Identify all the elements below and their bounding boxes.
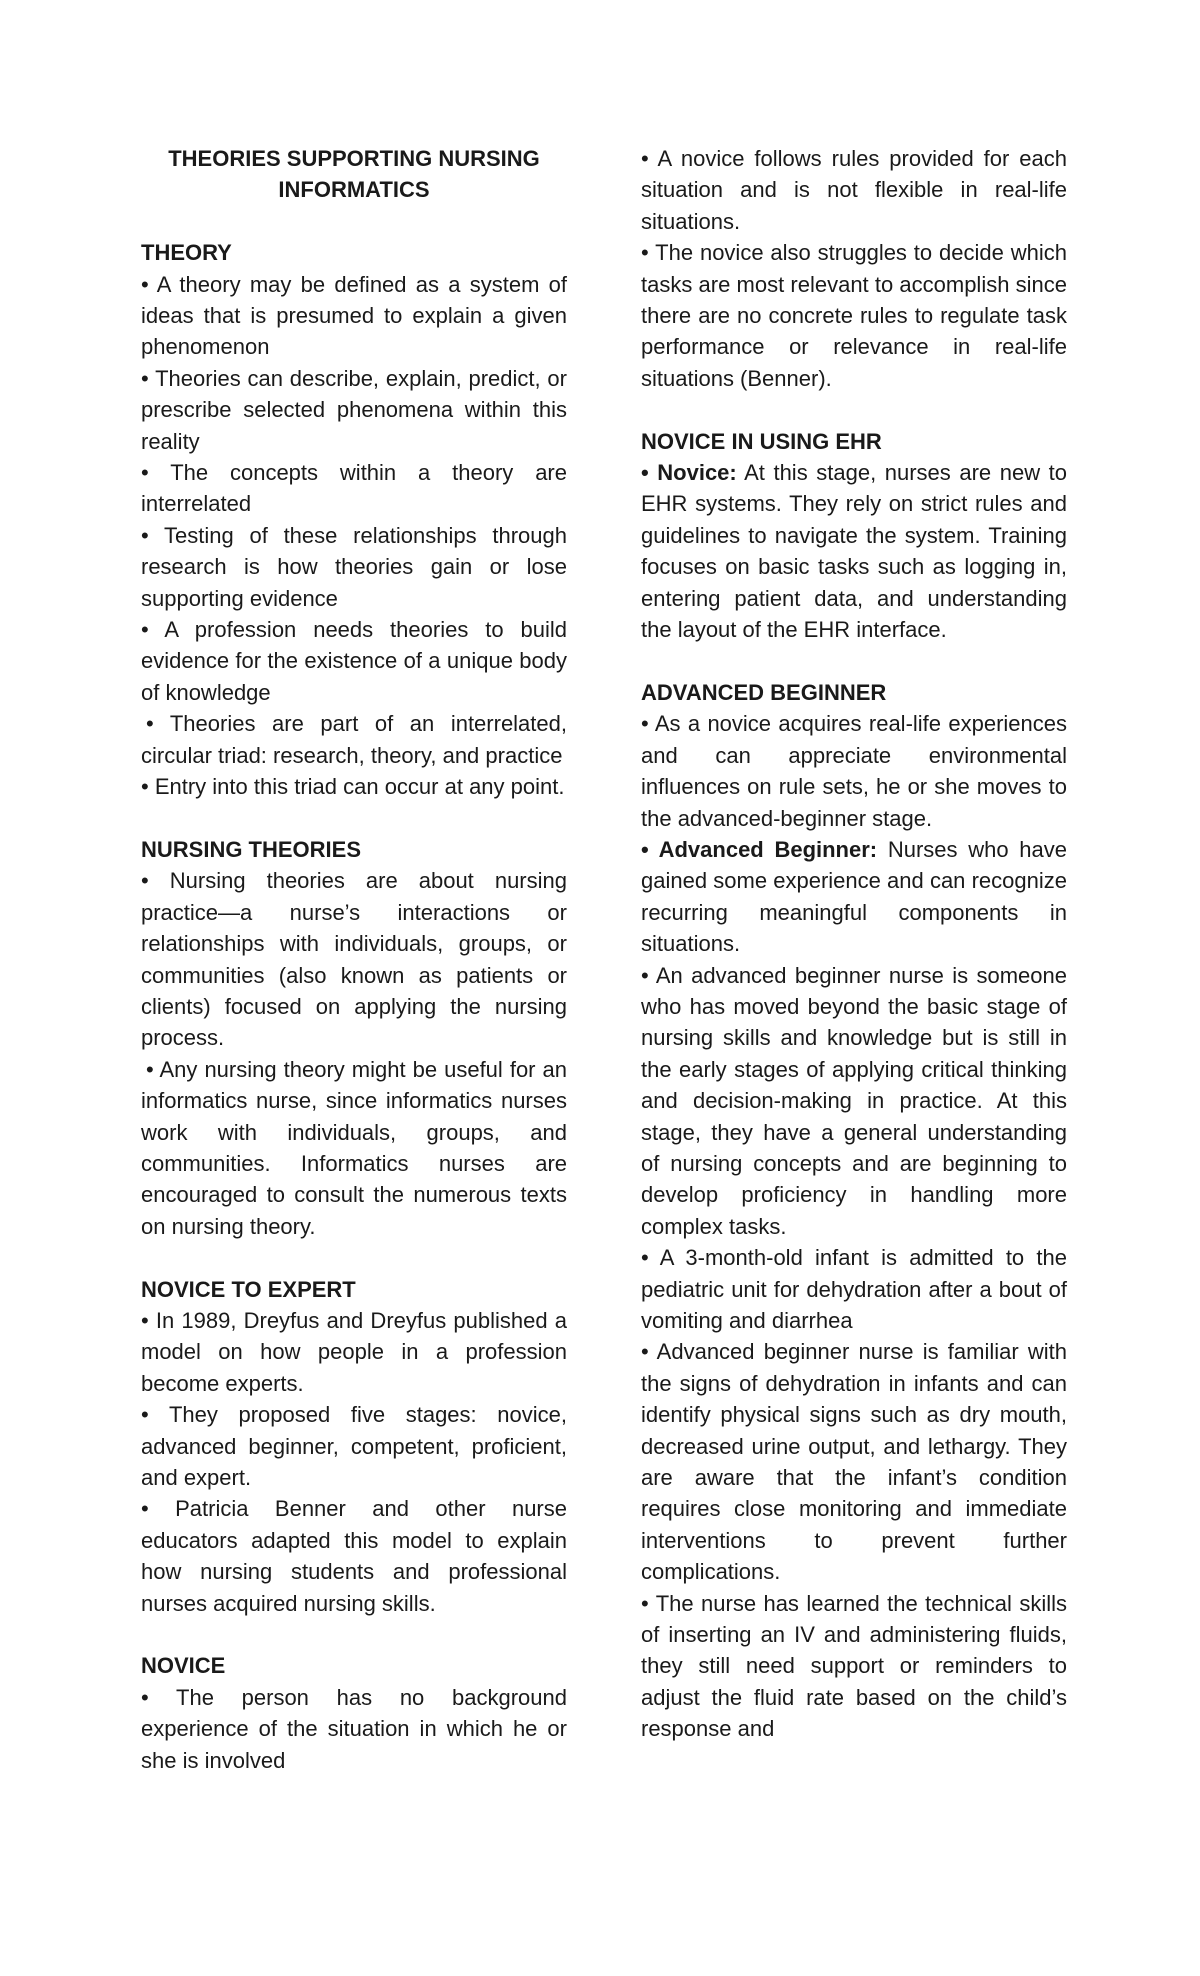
- heading-theory: THEORY: [141, 240, 232, 266]
- theory-bullet: • A profession needs theories to build evidence for the existence of a unique body of knowledge: [141, 617, 567, 705]
- heading-novice-to-expert: NOVICE TO EXPERT: [141, 1276, 356, 1302]
- novice-bullet: • A novice follows rules provided for each situation and is not flexible in real-life situations.: [641, 146, 1067, 234]
- heading-advanced-beginner: ADVANCED BEGINNER: [641, 679, 887, 705]
- right-column: [641, 143, 1067, 1745]
- theory-bullet: • A theory may be defined as a system of ideas that is presumed to explain a given phenomenon: [141, 271, 567, 360]
- theory-bullet: • Entry into this triad can occur at any point.: [141, 774, 565, 800]
- section-gap: [141, 803, 567, 834]
- advanced-beginner-lead: • Advanced Beginner:: [641, 836, 878, 862]
- document-title: [141, 143, 567, 206]
- nursing-theories-bullet: • Any nursing theory might be useful for an informatics nurse, since informatics nurses work with individuals, groups, and communities. Informatics nurses are encouraged to consult the numerous texts on nursing theory.: [141, 1056, 567, 1239]
- advanced-beginner-bullet: • The nurse has learned the technical skills of inserting an IV and administering fluids, they still need support or reminders to adjust the fluid rate based on the child’s response and: [641, 1590, 1067, 1742]
- theory-bullet: • Theories can describe, explain, predict, or prescribe selected phenomena within this reality: [141, 365, 567, 454]
- novice-bullet: • The novice also struggles to decide which tasks are most relevant to accomplish since there are no concrete rules to regulate task performance or relevance in real-life situations (Benner).: [641, 240, 1067, 391]
- novice-ehr-lead: • Novice:: [641, 460, 737, 486]
- novice-ehr-paragraph: [641, 457, 1067, 645]
- section-gap: [641, 394, 1067, 425]
- left-column: [141, 143, 567, 1776]
- theory-bullet: • The concepts within a theory are interrelated: [141, 460, 567, 517]
- nursing-theories-bullet: • Nursing theories are about nursing practice—a nurse’s interactions or relationships with individuals, groups, or communities (also known as patients or clients) focused on applying the nursing process.: [141, 868, 567, 1051]
- heading-nursing-theories: NURSING THEORIES: [141, 836, 362, 862]
- advanced-beginner-definition: [641, 834, 1067, 960]
- section-gap: [641, 645, 1067, 676]
- novice-to-expert-bullet: • In 1989, Dreyfus and Dreyfus published a model on how people in a profession become experts.: [141, 1307, 567, 1396]
- novice-ehr-text: At this stage, nurses are new to EHR systems. They rely on strict rules and guidelines to navigate the system. Training focuses on basic tasks such as logging in, entering patient data, and understanding the layout of the EHR interface.: [641, 460, 1067, 643]
- section-gap: [141, 1619, 567, 1650]
- title-line-2: INFORMATICS: [278, 177, 430, 203]
- novice-bullet: • The person has no background experience of the situation in which he or she is involved: [141, 1684, 567, 1773]
- novice-to-expert-bullet: • They proposed five stages: novice, advanced beginner, competent, proficient, and expert.: [141, 1402, 567, 1491]
- theory-bullet: • Testing of these relationships through research is how theories gain or lose supporting evidence: [141, 522, 567, 611]
- novice-to-expert-bullet: • Patricia Benner and other nurse educators adapted this model to explain how nursing students and professional nurses acquired nursing skills.: [141, 1496, 567, 1616]
- advanced-beginner-bullet: • Advanced beginner nurse is familiar with the signs of dehydration in infants and can identify physical signs such as dry mouth, decreased urine output, and lethargy. They are aware that the infant’s condition requires close monitoring and immediate interventions to prevent further complications.: [641, 1339, 1067, 1585]
- theory-bullet: • Theories are part of an interrelated, circular triad: research, theory, and practice: [141, 711, 567, 768]
- section-gap: [141, 1242, 567, 1273]
- advanced-beginner-bullet: • A 3-month-old infant is admitted to the pediatric unit for dehydration after a bout of vomiting and diarrhea: [641, 1245, 1067, 1333]
- heading-novice: NOVICE: [141, 1653, 226, 1679]
- heading-novice-ehr: NOVICE IN USING EHR: [641, 428, 882, 454]
- advanced-beginner-bullet: • An advanced beginner nurse is someone who has moved beyond the basic stage of nursing skills and knowledge but is still in the early stages of applying critical thinking and decision-making in practice. At this stage, they have a general understanding of nursing concepts and are beginning to develop proficiency in handling more complex tasks.: [641, 962, 1067, 1239]
- title-line-1: THEORIES SUPPORTING NURSING: [168, 146, 540, 171]
- advanced-beginner-lead-text: Nurses who have gained some experience and can recognize recurring meaningful components in situations.: [641, 836, 1067, 957]
- advanced-beginner-bullet: • As a novice acquires real-life experiences and can appreciate environmental influences on rule sets, he or she moves to the advanced-beginner stage.: [641, 711, 1067, 831]
